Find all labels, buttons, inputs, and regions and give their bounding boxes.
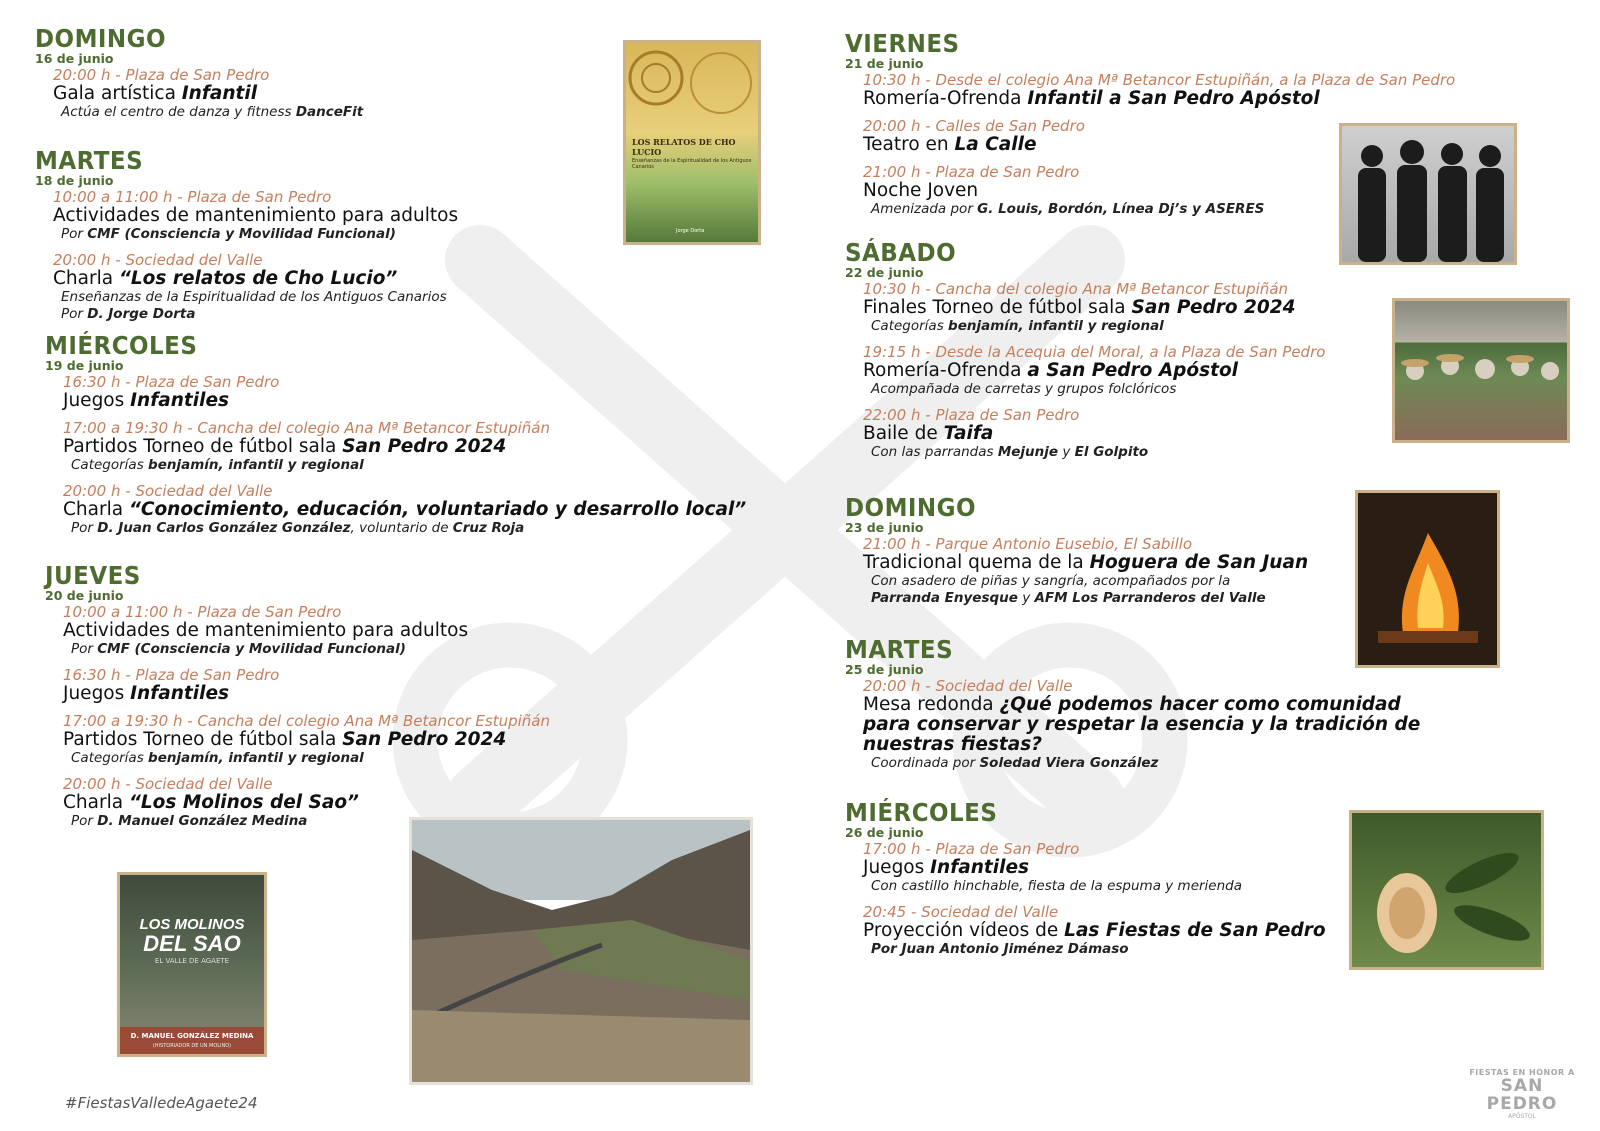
event-time: 20:00 h - Calles de San Pedro: [863, 117, 1085, 135]
event: [863, 343, 1325, 398]
event-note: Actúa el centro de danza y fitness DanceFit: [61, 104, 364, 120]
event-title: Juegos Infantiles: [863, 857, 1029, 878]
event-time: 21:00 h - Parque Antonio Eusebio, El Sabillo: [863, 535, 1193, 553]
hashtag: #FiestasValledeAgaete24: [65, 1094, 258, 1112]
event-note: Coordinada por Soledad Viera González: [871, 755, 1159, 771]
event-title: Tradicional quema de la Hoguera de San Juan: [863, 552, 1309, 573]
san-pedro-logo: [1462, 1068, 1582, 1120]
event: [63, 603, 550, 658]
event-note: Categorías benjamín, infantil y regional: [71, 750, 364, 766]
day-date: 18 de junio: [35, 173, 114, 188]
valley-scene: [412, 820, 750, 1082]
day-name: DOMINGO: [35, 24, 166, 53]
event-note: Por D. Manuel González Medina: [71, 813, 308, 829]
event-title: Mesa redonda ¿Qué podemos hacer como comunidad: [863, 694, 1401, 715]
book-author: Jorge Dorta: [676, 228, 705, 234]
day-name: MARTES: [35, 146, 144, 175]
event-note: Enseñanzas de la Espiritualidad de los Antiguos Canarios: [61, 289, 447, 305]
event-title-line: nuestras fiestas?: [863, 734, 1042, 755]
event-note: Por D. Jorge Dorta: [61, 306, 196, 322]
day-block: [845, 637, 1420, 772]
day-name: VIERNES: [845, 29, 960, 58]
event-time: 21:00 h - Plaza de San Pedro: [863, 163, 1080, 181]
logo-line1: FIESTAS EN HONOR A: [1469, 1068, 1575, 1077]
day-name: MIÉRCOLES: [845, 798, 998, 827]
event: [53, 188, 458, 243]
day-block: [35, 148, 458, 323]
event-title: Romería-Ofrenda a San Pedro Apóstol: [863, 360, 1239, 381]
event-time: 20:45 - Sociedad del Valle: [863, 903, 1059, 921]
event: [63, 373, 746, 411]
day-name: JUEVES: [45, 561, 141, 590]
day-block: [45, 333, 746, 537]
event-note: Por Juan Antonio Jiménez Dámaso: [871, 941, 1129, 957]
book-title: DEL SAO: [143, 931, 241, 956]
event-title: Noche Joven: [863, 180, 979, 201]
event-title: Juegos Infantiles: [63, 683, 229, 704]
event: [863, 903, 1326, 958]
day-date: 21 de junio: [845, 56, 924, 71]
book-cover-cho-lucio: [623, 40, 761, 245]
event-time: 19:15 h - Desde la Acequia del Moral, a la Plaza de San Pedro: [863, 343, 1326, 361]
event-note: Acompañada de carretas y grupos folclóricos: [871, 381, 1177, 397]
event-time: 17:00 h - Plaza de San Pedro: [863, 840, 1080, 858]
event-time: 10:30 h - Cancha del colegio Ana Mª Betancor Estupiñán: [863, 280, 1289, 298]
event-time: 10:00 a 11:00 h - Plaza de San Pedro: [63, 603, 342, 621]
romeria-crowd-photo: [1392, 298, 1570, 443]
day-block: [35, 26, 363, 121]
book-subtitle: EL VALLE DE AGAETE: [154, 957, 230, 965]
book-subtitle: Enseñanzas de la Espiritualidad de los Antiguos Canarios: [632, 158, 752, 170]
event-note: Por D. Juan Carlos González González, voluntario de Cruz Roja: [71, 520, 525, 536]
day-block: [845, 495, 1308, 607]
event-note: Con asadero de piñas y sangría, acompañados por la: [871, 573, 1231, 589]
event-time: 20:00 h - Plaza de San Pedro: [53, 66, 270, 84]
day-date: 23 de junio: [845, 520, 924, 535]
event-title: Juegos Infantiles: [63, 390, 229, 411]
fire-icon: [1358, 493, 1497, 665]
event-time: 10:30 h - Desde el colegio Ana Mª Betancor Estupiñán, a la Plaza de San Pedro: [863, 71, 1456, 89]
event: [863, 677, 1420, 772]
event: [863, 840, 1326, 895]
event-note: Con castillo hinchable, fiesta de la espuma y merienda: [871, 878, 1242, 894]
event-note: Categorías benjamín, infantil y regional: [71, 457, 364, 473]
day-date: 22 de junio: [845, 265, 924, 280]
logo-line3: APÓSTOL: [1508, 1113, 1536, 1120]
event-title: Actividades de mantenimiento para adultos: [53, 205, 459, 226]
event-title: Baile de Taifa: [863, 423, 994, 444]
event-time: 10:00 a 11:00 h - Plaza de San Pedro: [53, 188, 332, 206]
day-name: MIÉRCOLES: [45, 331, 198, 360]
event-time: 17:00 a 19:30 h - Cancha del colegio Ana Mª Betancor Estupiñán: [63, 712, 550, 730]
conch-shell-icon: [1352, 813, 1541, 967]
event-time: 16:30 h - Plaza de San Pedro: [63, 666, 280, 684]
event: [53, 66, 363, 121]
event: [863, 406, 1325, 461]
event-title: Finales Torneo de fútbol sala San Pedro 2024: [863, 297, 1296, 318]
day-block: [845, 800, 1326, 958]
day-block: [45, 563, 550, 830]
event-title: Gala artística Infantil: [53, 83, 258, 104]
sun-pattern-icon: [626, 43, 758, 133]
day-date: 26 de junio: [845, 825, 924, 840]
event: [863, 280, 1325, 335]
day-name: MARTES: [845, 635, 954, 664]
event: [53, 251, 458, 323]
book-cover-molinos-del-sao: [117, 872, 267, 1057]
event: [63, 712, 550, 767]
event-title: Proyección vídeos de Las Fiestas de San Pedro: [863, 920, 1326, 941]
event-title-line: para conservar y respetar la esencia y la tradición de: [863, 714, 1421, 735]
event-note: Por CMF (Consciencia y Movilidad Funcional): [71, 641, 406, 657]
event-time: 17:00 a 19:30 h - Cancha del colegio Ana Mª Betancor Estupiñán: [63, 419, 550, 437]
event-note: Parranda Enyesque y AFM Los Parranderos del Valle: [871, 590, 1266, 606]
band-members: [1342, 126, 1514, 262]
event-title: Charla “Conocimiento, educación, voluntariado y desarrollo local”: [63, 499, 747, 520]
day-date: 25 de junio: [845, 662, 924, 677]
logo-line2: SAN PEDRO: [1486, 1076, 1558, 1114]
event-title: Charla “Los relatos de Cho Lucio”: [53, 268, 398, 289]
event-time: 20:00 h - Sociedad del Valle: [863, 677, 1073, 695]
event-title: Partidos Torneo de fútbol sala San Pedro 2024: [63, 729, 507, 750]
day-name: DOMINGO: [845, 493, 976, 522]
event: [63, 482, 746, 537]
event-title: Romería-Ofrenda Infantil a San Pedro Apóstol: [863, 88, 1320, 109]
event: [63, 419, 746, 474]
event-time: 20:00 h - Sociedad del Valle: [63, 482, 273, 500]
book-author-sub: (HISTORIADOR DE UN MOLINO): [152, 1043, 232, 1049]
day-date: 20 de junio: [45, 588, 124, 603]
day-block: [845, 240, 1325, 461]
day-date: 16 de junio: [35, 51, 114, 66]
bonfire-photo: [1355, 490, 1500, 668]
event: [863, 71, 1455, 109]
book-title: LOS RELATOS DE CHO LUCIO: [632, 137, 736, 157]
event-time: 20:00 h - Sociedad del Valle: [63, 775, 273, 793]
crowd-scene: [1395, 301, 1567, 440]
valley-landscape-photo: [409, 817, 753, 1085]
event: [63, 666, 550, 704]
event-time: 16:30 h - Plaza de San Pedro: [63, 373, 280, 391]
book-title: LOS MOLINOS: [139, 916, 245, 933]
event-note: Categorías benjamín, infantil y regional: [871, 318, 1164, 334]
event-title: Charla “Los Molinos del Sao”: [63, 792, 359, 813]
event-time: 22:00 h - Plaza de San Pedro: [863, 406, 1080, 424]
event-time: 20:00 h - Sociedad del Valle: [53, 251, 263, 269]
event-title: Actividades de mantenimiento para adultos: [63, 620, 469, 641]
event-note: Con las parrandas Mejunje y El Golpito: [871, 444, 1149, 460]
event-note: Amenizada por G. Louis, Bordón, Línea Dj’s y ASERES: [871, 201, 1265, 217]
book-author: D. MANUEL GONZÁLEZ MEDINA: [130, 1032, 254, 1040]
day-date: 19 de junio: [45, 358, 124, 373]
day-name: SÁBADO: [845, 238, 957, 267]
conch-and-leaves-photo: [1349, 810, 1544, 970]
event-title: Teatro en La Calle: [863, 134, 1037, 155]
event-note: Por CMF (Consciencia y Movilidad Funcional): [61, 226, 396, 242]
event: [863, 535, 1308, 607]
event-title: Partidos Torneo de fútbol sala San Pedro 2024: [63, 436, 507, 457]
band-group-photo: [1339, 123, 1517, 265]
